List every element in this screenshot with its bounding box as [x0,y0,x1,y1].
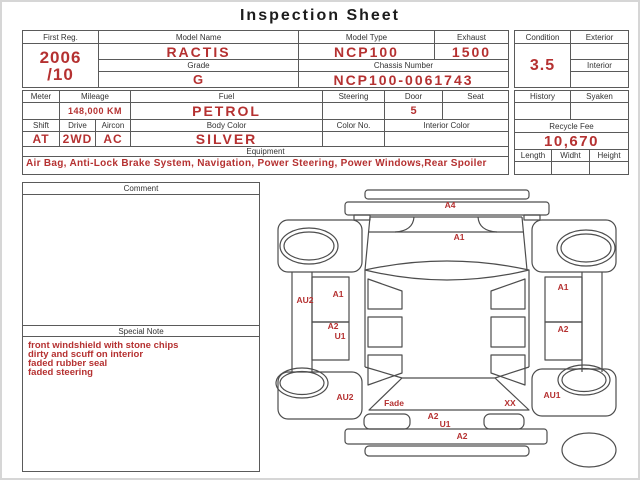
shift-value: AT [22,131,59,146]
syaken-header: Syaken [570,90,628,102]
grade-header: Grade [98,59,298,71]
syaken-value [570,102,628,119]
damage-mark-u1: U1 [439,419,451,429]
damage-mark-a1: A1 [332,289,344,299]
top-table [22,30,509,88]
condition-value: 3.5 [514,43,570,87]
damage-mark-au1: AU1 [543,390,561,400]
body-color-value: SILVER [130,131,322,146]
aircon-header: Aircon [95,119,130,131]
left-front-door [312,277,349,322]
drive-value: 2WD [59,131,95,146]
damage-mark-au2: AU2 [296,295,314,305]
interior-color-value [384,131,508,146]
model-type-value: NCP100 [298,43,434,59]
length-header: Length [514,149,551,161]
special-note-body [23,338,259,380]
seat-header: Seat [442,90,508,102]
spare-tire [562,433,616,467]
model-type-header: Model Type [298,30,434,43]
interior-color-header: Interior Color [384,119,508,131]
special-note-header: Special Note [23,325,259,337]
damage-mark-labels [296,200,568,441]
interior-header: Interior [570,59,628,71]
roof-panel [365,261,529,280]
meter-header: Meter [22,90,59,102]
exhaust-header: Exhaust [434,30,508,43]
aircon-value: AC [95,131,130,146]
comment-header: Comment [23,183,259,195]
steering-header: Steering [322,90,384,102]
height-value [589,161,628,174]
comment-body [23,196,259,324]
model-name-header: Model Name [98,30,298,43]
model-name-value: RACTIS [98,43,298,59]
damage-mark-a2: A2 [427,411,439,421]
fuel-header: Fuel [130,90,322,102]
equipment-header: Equipment [22,146,508,156]
first-reg-value [22,43,98,87]
door-header: Door [384,90,442,102]
exhaust-value: 1500 [434,43,508,59]
fuel-value: PETROL [130,102,322,119]
special-note-line: dirty and scuff on interior [28,349,144,360]
length-value [514,161,551,174]
meter-value [22,102,59,119]
special-note-line: front windshield with stone chips [28,340,179,351]
first-reg-year: 2006 [39,47,82,67]
chassis-number-value: NCP100-0061743 [298,71,508,87]
first-reg-month: /10 [47,64,74,84]
chassis-number-header: Chassis Number [298,59,508,71]
left-front-wheel [280,228,338,264]
first-reg-header: First Reg. [22,30,98,43]
exterior-value [570,43,628,59]
widht-header: Widht [551,149,589,161]
tail-lamp-left [364,414,410,429]
damage-mark-fade: Fade [384,398,404,408]
tail-lamp-right [484,414,524,429]
rear-bumper-bar [345,429,547,444]
rear-bumper-lower-bar [365,446,529,456]
left-front-fender [278,220,362,272]
shift-header: Shift [22,119,59,131]
damage-mark-u1: U1 [334,331,346,341]
recycle-fee-value: 10,670 [514,132,628,149]
special-note-line: faded rubber seal [28,358,108,369]
exterior-header: Exterior [570,30,628,43]
drive-header: Drive [59,119,95,131]
page-title: Inspection Sheet [239,7,401,24]
interior-value [570,71,628,87]
condition-panel [514,30,629,88]
right-front-wheel [557,230,615,266]
grade-value: G [98,71,298,87]
recycle-fee-header: Recycle Fee [514,119,628,132]
mileage-header: Mileage [59,90,130,102]
damage-mark-xx: XX [504,398,516,408]
damage-mark-au2: AU2 [336,392,354,402]
mileage-value: 148,000 KM [59,102,130,119]
equipment-value: Air Bag, Anti-Lock Brake System, Navigation, Power Steering, Power Windows,Rear Spoiler [22,156,508,174]
door-value: 5 [384,102,442,119]
seat-value [442,102,508,119]
history-value [514,102,570,119]
height-header: Height [589,149,628,161]
special-note-line: faded steering [28,367,93,378]
history-header: History [514,90,570,102]
car-damage-diagram [264,182,634,477]
damage-mark-a4: A4 [444,200,456,210]
damage-mark-a1: A1 [453,232,465,242]
widht-value [551,161,589,174]
front-bumper-top-bar [365,190,529,199]
steering-value [322,102,384,119]
comment-panel [22,182,260,472]
condition-header: Condition [514,30,570,43]
damage-mark-a2: A2 [327,321,339,331]
color-no-header: Color No. [322,119,384,131]
damage-mark-a2: A2 [456,431,468,441]
color-no-value [322,131,384,146]
detail-table [22,90,509,175]
damage-mark-a2: A2 [557,324,569,334]
side-panel [514,90,629,175]
damage-mark-a1: A1 [557,282,569,292]
body-color-header: Body Color [130,119,322,131]
